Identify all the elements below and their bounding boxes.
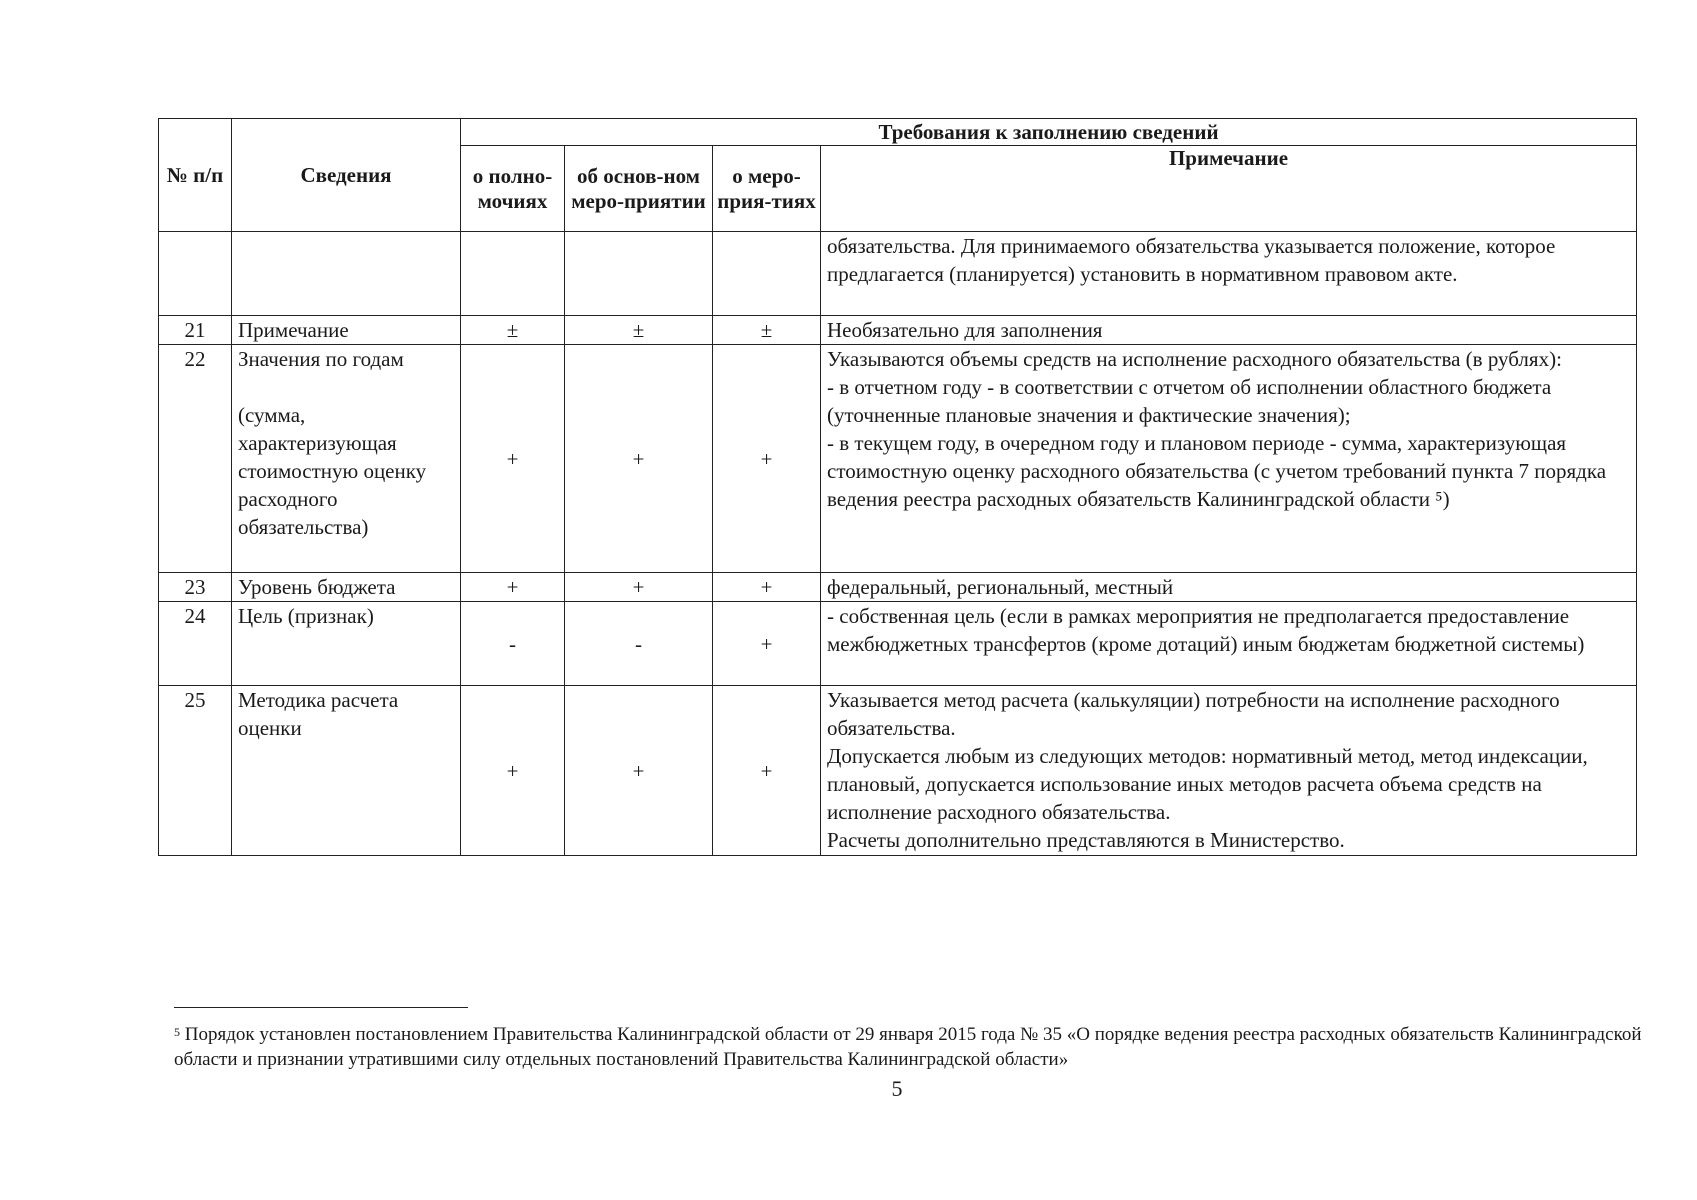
row-note-line: - в отчетном году - в соответствии с отчетом об исполнении областного бюджета (уточненные плановые значения и фактические значения);	[827, 375, 1552, 427]
row-mark-b: +	[565, 686, 713, 856]
row-info-line: Значения по годам	[238, 347, 404, 371]
row-note-line: Допускается любым из следующих методов: нормативный метод, метод индексации, плановый, допускается использование иных методов расчета объема средств на исполнение расходного обязательства.	[827, 744, 1588, 824]
row-info-line: Цель (признак)	[238, 604, 374, 628]
row-note	[821, 602, 1637, 686]
row-mark-c	[713, 232, 821, 316]
header-col-note: Примечание	[821, 146, 1637, 232]
row-mark-a: +	[461, 345, 565, 573]
table-row	[159, 573, 1637, 602]
row-note	[821, 232, 1637, 316]
row-info-line: Методика расчета оценки	[238, 688, 399, 740]
row-info-line: Уровень бюджета	[238, 575, 396, 599]
row-number: 24	[159, 602, 232, 686]
table-row	[159, 686, 1637, 856]
footnote	[174, 1022, 1644, 1072]
row-mark-c: +	[713, 573, 821, 602]
row-note	[821, 686, 1637, 856]
footnote-text: Порядок установлен постановлением Правительства Калининградской области от 29 января 2015 года № 35 «О порядке ведения реестра расходных обязательств Калининградской области и признании утратившими силу отдельных постановлений Правительства Калининградской области»	[174, 1024, 1642, 1070]
table-row	[159, 232, 1637, 316]
row-note	[821, 573, 1637, 602]
row-mark-b: +	[565, 573, 713, 602]
row-info-name	[232, 316, 461, 345]
page-number: 5	[891, 1076, 903, 1101]
table-row	[159, 345, 1637, 573]
row-note-line: Указывается метод расчета (калькуляции) потребности на исполнение расходного обязательства.	[827, 688, 1560, 740]
row-number: 25	[159, 686, 232, 856]
row-info-name	[232, 345, 461, 573]
row-note-line: - собственная цель (если в рамках мероприятия не предполагается предоставление межбюджетных трансфертов (кроме дотаций) иным бюджетам бюджетной системы)	[827, 604, 1585, 656]
row-note-line: Расчеты дополнительно представляются в Министерство.	[827, 828, 1345, 852]
row-number: 23	[159, 573, 232, 602]
footnote-mark: 5	[174, 1025, 180, 1039]
row-note-line: Указываются объемы средств на исполнение расходного обязательства (в рублях):	[827, 347, 1562, 371]
row-info-line: Примечание	[238, 318, 349, 342]
row-mark-a	[461, 232, 565, 316]
row-info-name	[232, 232, 461, 316]
row-mark-c: ±	[713, 316, 821, 345]
row-note	[821, 345, 1637, 573]
row-info-name	[232, 686, 461, 856]
row-mark-a: +	[461, 573, 565, 602]
row-note-line: обязательства. Для принимаемого обязательства указывается положение, которое предлагается (планируется) установить в нормативном правовом акте.	[827, 234, 1556, 286]
row-note-line: - в текущем году, в очередном году и плановом периоде - сумма, характеризующая стоимостную оценку расходного обязательства (с учетом требований пункта 7 порядка ведения реестра расходных обязательств Калининградской области ⁵)	[827, 431, 1607, 511]
row-info-name	[232, 573, 461, 602]
header-col-main: об основ-ном меро-приятии	[565, 146, 713, 232]
table-row	[159, 316, 1637, 345]
header-requirements: Требования к заполнению сведений	[461, 119, 1637, 146]
row-mark-b: ±	[565, 316, 713, 345]
row-note-line: федеральный, региональный, местный	[827, 575, 1174, 599]
row-mark-b: -	[565, 602, 713, 686]
row-note-line: Необязательно для заполнения	[827, 318, 1103, 342]
table-row	[159, 602, 1637, 686]
row-mark-a: +	[461, 686, 565, 856]
row-number: 22	[159, 345, 232, 573]
requirements-table	[158, 118, 1637, 856]
row-number	[159, 232, 232, 316]
row-note	[821, 316, 1637, 345]
row-mark-c: +	[713, 686, 821, 856]
row-mark-c: +	[713, 345, 821, 573]
header-col-events: о меро-прия-тиях	[713, 146, 821, 232]
row-number: 21	[159, 316, 232, 345]
header-col-powers: о полно-мочиях	[461, 146, 565, 232]
row-mark-c: +	[713, 602, 821, 686]
row-mark-a: -	[461, 602, 565, 686]
row-mark-b: +	[565, 345, 713, 573]
row-mark-b	[565, 232, 713, 316]
header-info: Сведения	[232, 119, 461, 232]
header-num: № п/п	[159, 119, 232, 232]
footnote-separator	[174, 1007, 468, 1008]
row-info-name	[232, 602, 461, 686]
row-info-line: (сумма, характеризующая стоимостную оценку расходного обязательства)	[238, 403, 427, 539]
row-mark-a: ±	[461, 316, 565, 345]
table-body	[159, 232, 1637, 856]
